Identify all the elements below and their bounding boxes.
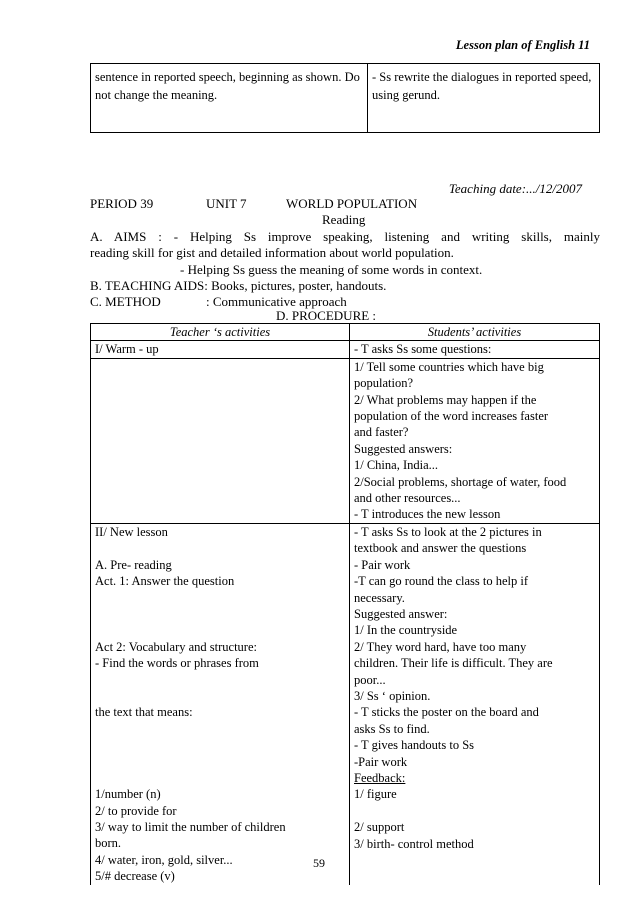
cell-line: born.: [95, 836, 122, 851]
cell-line: A. Pre- reading: [95, 557, 172, 572]
cell-line: 3/ birth- control method: [354, 836, 474, 851]
page-number: 59: [313, 856, 325, 870]
cell-line: - Pair work: [354, 557, 411, 572]
skill-label: Reading: [322, 212, 366, 227]
cell-line: - T introduces the new lesson: [354, 507, 501, 522]
cell-line: children. Their life is difficult. They are: [354, 656, 553, 671]
aims-line-2: reading skill for gist and detailed information about world population.: [90, 245, 454, 260]
table-row: [91, 341, 600, 358]
cell-line: 1/ Tell some countries which have big: [354, 359, 544, 374]
cell-line: [95, 606, 345, 622]
cell-line: -Pair work: [354, 754, 408, 769]
teaching-date: Teaching date:.../12/2007: [448, 181, 582, 196]
cell-line: - Find the words or phrases from: [95, 656, 259, 671]
cell-line: [95, 359, 345, 375]
cell-line: 3/ way to limit the number of children: [95, 820, 286, 835]
cell-line: 2/ What problems may happen if the: [354, 392, 537, 407]
unit-title: WORLD POPULATION: [286, 196, 418, 211]
top-table-right-cell: - Ss rewrite the dialogues in reported speed, using gerund.: [368, 64, 600, 133]
row-2-left: [91, 358, 350, 523]
cell-line: 3/ Ss ‘ opinion.: [354, 688, 431, 703]
cell-line: population?: [354, 376, 414, 391]
cell-line: the text that means:: [95, 705, 193, 720]
cell-line: Suggested answers:: [354, 441, 453, 456]
cell-line: 4/ water, iron, gold, silver...: [95, 852, 233, 867]
cell-line: [95, 737, 345, 753]
teaching-aids: B. TEACHING AIDS: Books, pictures, poster, handouts.: [90, 278, 387, 293]
cell-line: Act. 1: Answer the question: [95, 574, 235, 589]
period-line: [90, 196, 600, 230]
aims-line-3: - Helping Ss guess the meaning of some words in context.: [180, 262, 483, 277]
table-row: [91, 358, 600, 523]
unit-number: UNIT 7: [206, 196, 247, 211]
top-table: [90, 63, 600, 133]
cell-line: 2/ They word hard, have too many: [354, 639, 527, 654]
students-activities-header: Students’ activities: [350, 324, 600, 341]
period-number: PERIOD 39: [90, 196, 154, 211]
aims-line-1: A. AIMS : - Helping Ss improve speaking, listening and writing skills, mainly: [90, 229, 600, 244]
header-title: Lesson plan of English 11: [455, 38, 590, 52]
table-row: [91, 523, 600, 884]
cell-line: population of the word increases faster: [354, 409, 549, 424]
cell-line: and faster?: [354, 425, 409, 440]
row-3-right: [350, 523, 600, 884]
row-2-right: [350, 358, 600, 523]
teacher-activities-header: Teacher ‘s activities: [91, 324, 350, 341]
cell-line: poor...: [354, 672, 386, 687]
cell-line: [95, 688, 345, 704]
cell-line: textbook and answer the questions: [354, 541, 527, 556]
cell-line: 1/ In the countryside: [354, 623, 458, 638]
feedback-label: Feedback:: [354, 770, 406, 785]
cell-line: and other resources...: [354, 491, 461, 506]
table-header-row: [91, 324, 600, 341]
procedure-heading: D. PROCEDURE :: [276, 308, 377, 323]
cell-line: 5/# decrease (v): [95, 869, 175, 884]
cell-line: necessary.: [354, 590, 405, 605]
cell-line: [95, 770, 345, 786]
cell-line: 2/Social problems, shortage of water, food: [354, 474, 567, 489]
cell-line: asks Ss to find.: [354, 721, 430, 736]
cell-line: [95, 589, 345, 605]
cell-line: [95, 540, 345, 556]
cell-line: 1/ China, India...: [354, 458, 439, 473]
row-1-right: [350, 341, 600, 358]
row-1-left: [91, 341, 350, 358]
cell-line: - T asks Ss some questions:: [354, 342, 492, 357]
cell-line: Act 2: Vocabulary and structure:: [95, 639, 257, 654]
cell-line: - T sticks the poster on the board and: [354, 705, 539, 720]
cell-line: -T can go round the class to help if: [354, 574, 529, 589]
cell-line: [95, 721, 345, 737]
method-label: C. METHOD: [90, 294, 161, 309]
cell-line: - T asks Ss to look at the 2 pictures in: [354, 524, 542, 539]
cell-line: 1/ figure: [354, 787, 397, 802]
cell-line: [95, 622, 345, 638]
cell-line: 1/number (n): [95, 787, 161, 802]
method-value: : Communicative approach: [206, 294, 347, 309]
cell-line: [95, 671, 345, 687]
cell-line: - T gives handouts to Ss: [354, 738, 475, 753]
cell-line: II/ New lesson: [95, 524, 168, 539]
cell-line: 2/ support: [354, 820, 405, 835]
procedure-table: [90, 323, 600, 885]
row-3-left: [91, 523, 350, 884]
cell-line: Suggested answer:: [354, 606, 448, 621]
cell-line: 2/ to provide for: [95, 803, 177, 818]
cell-line: [354, 803, 595, 819]
top-table-left-cell: sentence in reported speech, beginning as shown. Do not change the meaning.: [91, 64, 368, 133]
cell-line: [95, 753, 345, 769]
cell-line: I/ Warm - up: [95, 342, 159, 357]
